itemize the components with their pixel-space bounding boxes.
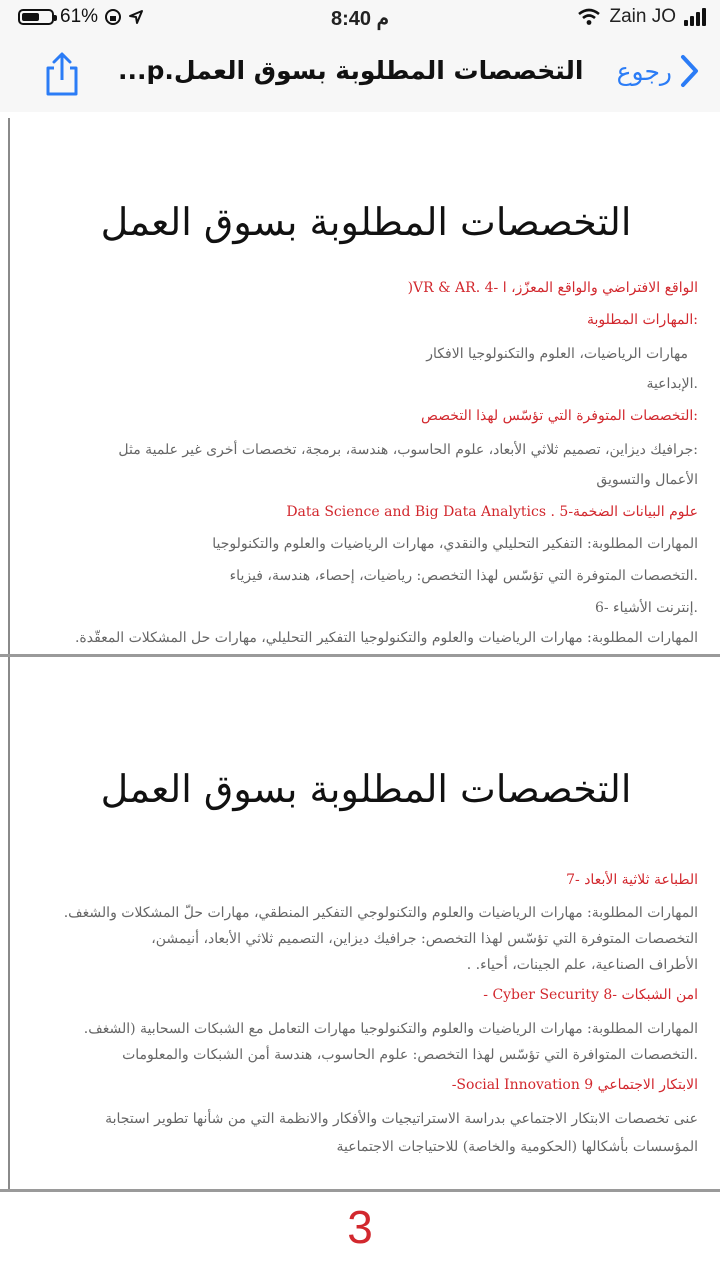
document-title: التخصصات المطلوبة بسوق العمل.p... [118,56,584,85]
page-1-line-10: .التخصصات المتوفرة التي تؤسّس لهذا التخصص: رياضيات، إحصاء، هندسة، فيزياء [229,568,698,584]
page-1-line-2: :المهارات المطلوبة [587,312,698,328]
page-2-line-5: امن الشبكات -8 Cyber Security - [483,987,698,1003]
page-2-line-3: التخصصات المتوفرة التي تؤسّس لهذا التخصص: جرافيك ديزاين، التصميم ثلاثي الأبعاد، أنيمشن، [151,931,698,947]
page-1-line-3: مهارات الرياضيات، العلوم والتكنولوجيا الافكار [426,346,688,362]
page-1-line-8: علوم البيانات الضخمة-5 . Data Science and Big Data Analytics [286,504,698,520]
page-2-title: التخصصات المطلوبة بسوق العمل [100,767,632,811]
page-1-title: التخصصات المطلوبة بسوق العمل [100,200,632,244]
page-1-line-6: :جرافيك ديزاين، تصميم ثلاثي الأبعاد، علوم الحاسوب، هندسة، برمجة، تخصصات أخرى غير علمية مثل [118,442,698,458]
navigation-bar [0,36,720,113]
status-bar [0,0,720,36]
page-2-line-7: .التخصصات المتوافرة التي تؤسّس لهذا التخصص: علوم الحاسوب، هندسة أمن الشبكات والمعلومات [122,1047,698,1063]
document-viewer[interactable] [0,112,720,1280]
back-button[interactable] [617,54,700,88]
carrier-name: Zain JO [609,6,676,27]
chevron-right-icon [680,54,700,88]
page-2-line-8: الابتكار الاجتماعي Social Innovation 9- [451,1077,698,1093]
signal-icon [684,8,706,26]
page-2-line-6: المهارات المطلوبة: مهارات الرياضيات والعلوم والتكنولوجيا مهارات التعامل مع الشبكات السحابية (الشغف. [83,1021,698,1037]
page-2-line-2: المهارات المطلوبة: مهارات الرياضيات والعلوم والتكنولوجي التفكير المنطقي، مهارات حلّ المشكلات والشغف. [63,905,698,921]
page-1-line-12: المهارات المطلوبة: مهارات الرياضيات والعلوم والتكنولوجيا التفكير التحليلي، مهارات حل المشكلات المعقّدة. [74,630,698,646]
page-1-line-5: :التخصصات المتوفرة التي تؤسّس لهذا التخصص [421,408,698,424]
back-label: رجوع [616,56,672,86]
page-number: 3 [347,1201,373,1253]
page-2-line-4: الأطراف الصناعية، علم الجينات، أحياء. . [466,957,698,973]
page-1-line-4: .الإبداعية [646,376,698,392]
status-right [577,6,706,28]
battery-percent: 61% [60,6,99,27]
page-1-line-1: الواقع الافتراضي والواقع المعزّز، ا -4 .VR & AR( [407,280,698,296]
page-separator [0,1189,720,1192]
document-page-2 [8,657,720,1189]
status-time: 8:40 م [331,8,389,30]
page-2-line-9: عنى تخصصات الابتكار الاجتماعي بدراسة الاستراتيجيات والأفكار والانظمة التي من شأنها تطوير استجابة [105,1111,698,1127]
document-page-1 [8,118,720,654]
page-1-line-11: .إنترنت الأشياء -6 [594,600,698,616]
page-1-line-7: الأعمال والتسويق [596,472,698,488]
share-icon[interactable] [40,50,84,98]
page-2-line-10: المؤسسات بأشكالها (الحكومية والخاصة) للاحتياجات الاجتماعية [336,1139,698,1155]
page-2-line-1: الطباعة ثلاثية الأبعاد -7 [566,872,698,888]
page-1-line-9: المهارات المطلوبة: التفكير التحليلي والنقدي، مهارات الرياضيات والعلوم والتكنولوجيا [212,536,698,552]
wifi-icon [577,8,601,26]
